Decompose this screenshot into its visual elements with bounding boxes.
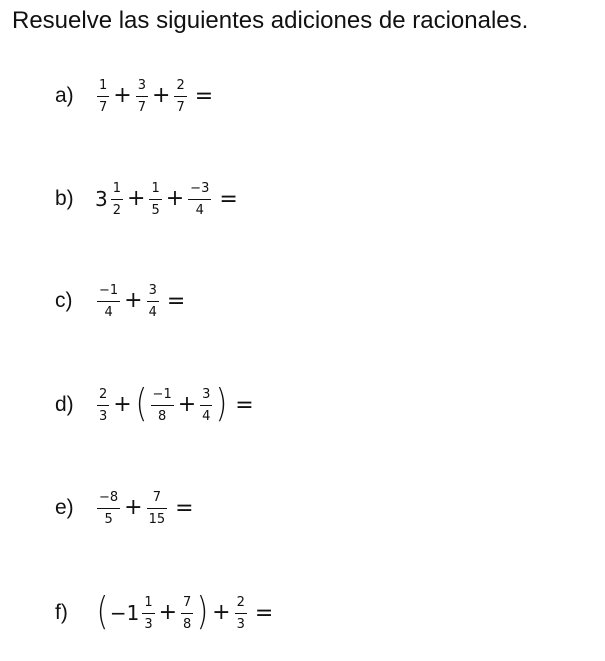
denominator: 4: [104, 304, 113, 320]
fraction-bar: [147, 508, 168, 509]
fraction-bar: [200, 405, 212, 406]
exercise-label: d): [55, 393, 74, 416]
denominator: 8: [157, 408, 167, 424]
exercise-label: e): [55, 496, 74, 519]
fraction-bar: [174, 96, 186, 97]
fraction: [97, 78, 109, 115]
expression: [95, 490, 194, 527]
fraction: [235, 595, 247, 632]
numerator: −1: [99, 282, 119, 298]
fraction-bar: [149, 199, 161, 200]
plus-operator: +: [124, 288, 143, 313]
fraction: [147, 283, 159, 320]
plus-operator: +: [152, 83, 171, 108]
fraction-bar: [97, 301, 120, 302]
expression: [95, 283, 185, 320]
fraction-bar: [181, 613, 193, 614]
fraction-bar: [151, 405, 174, 406]
expression: [95, 381, 254, 425]
right-parenthesis: ): [215, 381, 228, 425]
fraction: [151, 387, 174, 424]
equals-sign: =: [254, 600, 274, 626]
fraction: [174, 78, 186, 115]
plus-operator: +: [113, 392, 132, 417]
denominator: 2: [112, 202, 122, 218]
plus-operator: +: [177, 392, 197, 417]
fraction-bar: [97, 96, 109, 97]
numerator: 1: [144, 594, 153, 610]
equals-sign: =: [194, 83, 214, 109]
plus-operator: +: [212, 600, 231, 625]
numerator: 2: [176, 77, 185, 93]
numerator: 3: [148, 282, 157, 298]
fraction: [97, 490, 120, 527]
right-parenthesis: ): [196, 589, 209, 633]
fraction-bar: [97, 405, 109, 406]
fraction: [97, 283, 120, 320]
denominator: 4: [195, 202, 204, 218]
denominator: 5: [151, 202, 160, 218]
denominator: 7: [99, 99, 108, 115]
fraction: [188, 181, 211, 218]
plus-operator: +: [158, 600, 178, 625]
numerator: 3: [202, 386, 211, 402]
left-parenthesis: (: [135, 381, 148, 425]
plus-operator: +: [113, 83, 132, 108]
fraction: [142, 595, 154, 632]
equals-sign: =: [219, 186, 238, 212]
fraction: [111, 181, 123, 218]
fraction: [200, 387, 212, 424]
expression: [95, 78, 213, 115]
numerator: −8: [99, 489, 119, 505]
exercise-e: [55, 480, 194, 536]
exercise-a: [55, 68, 213, 124]
denominator: 8: [183, 616, 192, 632]
numerator: 2: [236, 594, 245, 610]
numerator: 1: [112, 180, 122, 196]
denominator: 4: [148, 304, 157, 320]
exercise-label: c): [55, 289, 73, 312]
denominator: 3: [99, 408, 108, 424]
exercise-b: [55, 171, 238, 227]
fraction: [97, 387, 109, 424]
denominator: 3: [144, 616, 153, 632]
whole-part: −1: [109, 601, 140, 625]
denominator: 3: [236, 616, 245, 632]
expression: [95, 589, 274, 633]
exercise-d: [55, 377, 254, 433]
fraction: [181, 595, 193, 632]
equals-sign: =: [175, 495, 194, 521]
denominator: 5: [104, 511, 113, 527]
denominator: 7: [137, 99, 146, 115]
denominator: 4: [202, 408, 211, 424]
numerator: 3: [137, 77, 146, 93]
numerator: 7: [152, 489, 162, 505]
exercise-c: [55, 273, 185, 329]
numerator: −3: [190, 180, 210, 196]
equals-sign: =: [166, 288, 186, 314]
fraction: [136, 78, 148, 115]
page-title: Resuelve las siguientes adiciones de racionales.: [12, 7, 529, 34]
exercise-label: b): [55, 187, 74, 210]
fraction: [147, 490, 168, 527]
fraction-bar: [97, 508, 120, 509]
fraction-bar: [136, 96, 148, 97]
left-parenthesis: (: [96, 589, 109, 633]
exercise-label: f): [55, 601, 68, 624]
exercise-f: [55, 585, 273, 641]
denominator: 7: [176, 99, 185, 115]
plus-operator: +: [165, 186, 185, 211]
numerator: 1: [99, 77, 108, 93]
numerator: 7: [183, 594, 192, 610]
fraction-bar: [147, 301, 159, 302]
fraction-bar: [188, 199, 211, 200]
numerator: 2: [99, 386, 108, 402]
denominator: 15: [148, 511, 166, 527]
whole-part: 3: [95, 187, 108, 211]
plus-operator: +: [127, 186, 146, 211]
exercise-label: a): [55, 84, 74, 107]
numerator: 1: [151, 180, 160, 196]
fraction-bar: [235, 613, 247, 614]
fraction-bar: [111, 199, 123, 200]
fraction-bar: [142, 613, 154, 614]
fraction: [149, 181, 161, 218]
numerator: −1: [152, 386, 172, 402]
expression: [95, 181, 238, 218]
equals-sign: =: [235, 392, 254, 418]
plus-operator: +: [124, 495, 143, 520]
